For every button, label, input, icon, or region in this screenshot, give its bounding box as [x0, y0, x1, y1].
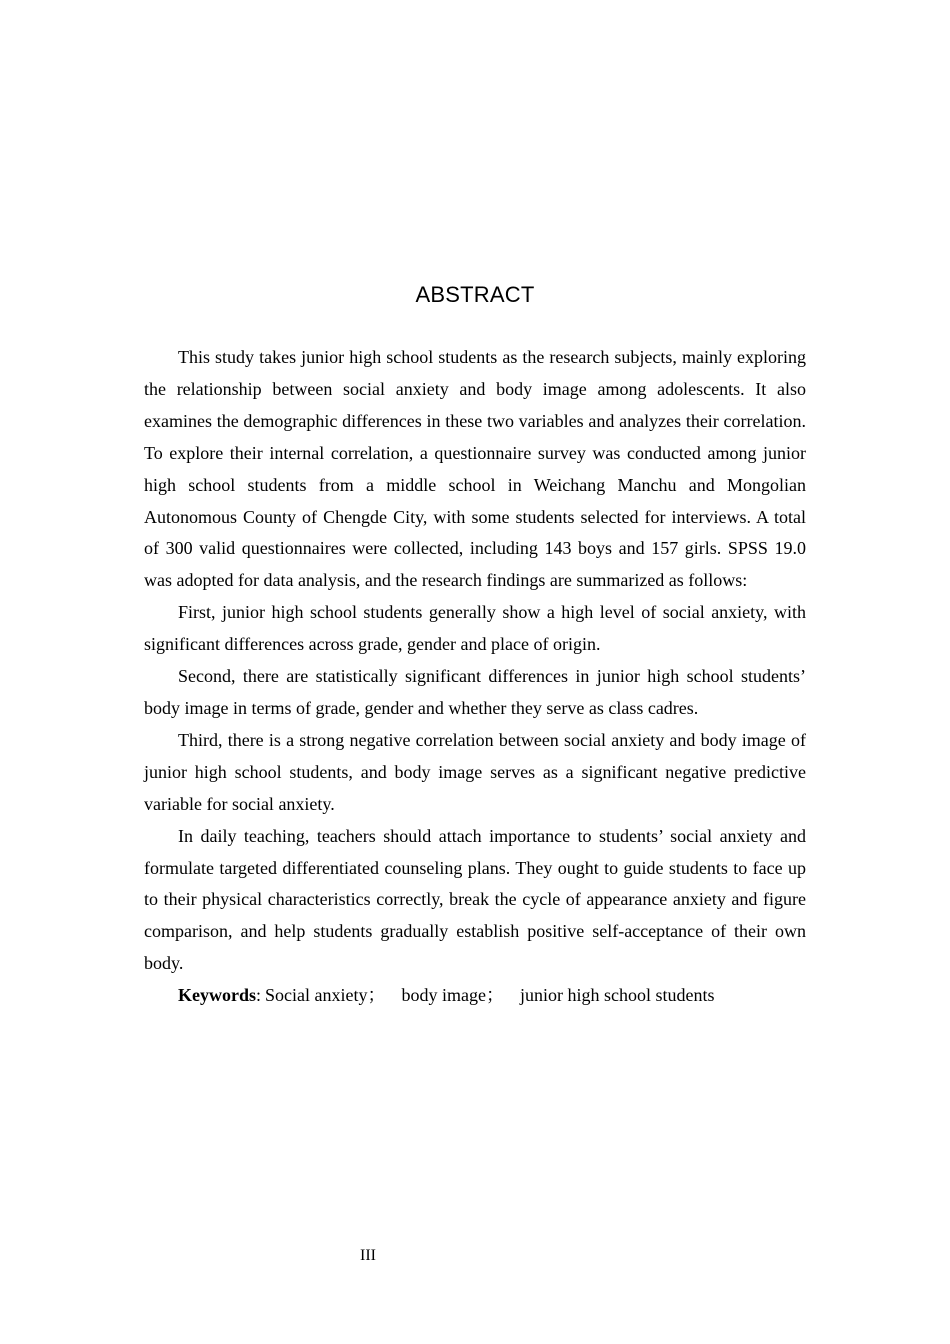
- abstract-paragraph-2: First, junior high school students generally show a high level of social anxiety, with significant differences across grade, gender and place of origin.: [144, 602, 806, 655]
- abstract-paragraph-5: In daily teaching, teachers should attach importance to students’ social anxiety and formulate targeted differentiated counseling plans. They ought to guide students to face up to their physical characteristics correctly, break the cycle of appearance anxiety and figure comparison, and help students gradually establish positive self-acceptance of their own body.: [144, 825, 806, 974]
- abstract-body: [144, 342, 806, 1012]
- keyword-item: Social anxiety: [265, 985, 368, 1006]
- keyword-separator: ；: [367, 985, 386, 1006]
- abstract-paragraph-1: This study takes junior high school students as the research subjects, mainly exploring the relationship between social anxiety and body image among adolescents. It also examines the demographic differences in these two variables and analyzes their correlation. To explore their internal correlation, a questionnaire survey was conducted among junior high school students from a middle school in Weichang Manchu and Mongolian Autonomous County of Chengde City, with some students selected for interviews. A total of 300 valid questionnaires were collected, including 143 boys and 157 girls. SPSS 19.0 was adopted for data analysis, and the research findings are summarized as follows:: [144, 347, 806, 591]
- keywords-label: Keywords: [178, 985, 256, 1006]
- keyword-separator: ；: [485, 985, 504, 1006]
- abstract-paragraph-3: Second, there are statistically significant differences in junior high school students’ body image in terms of grade, gender and whether they serve as class cadres.: [144, 666, 806, 718]
- abstract-paragraph-4: Third, there is a strong negative correlation between social anxiety and body image of junior high school students, and body image serves as a significant negative predictive variable for social anxiety.: [144, 729, 806, 814]
- keywords-line: [144, 980, 806, 1012]
- keyword-item: junior high school students: [519, 985, 715, 1006]
- keywords-colon: :: [256, 985, 262, 1006]
- keyword-item: body image: [401, 985, 486, 1006]
- abstract-heading: ABSTRACT: [415, 282, 535, 307]
- page-number: III: [360, 1247, 376, 1264]
